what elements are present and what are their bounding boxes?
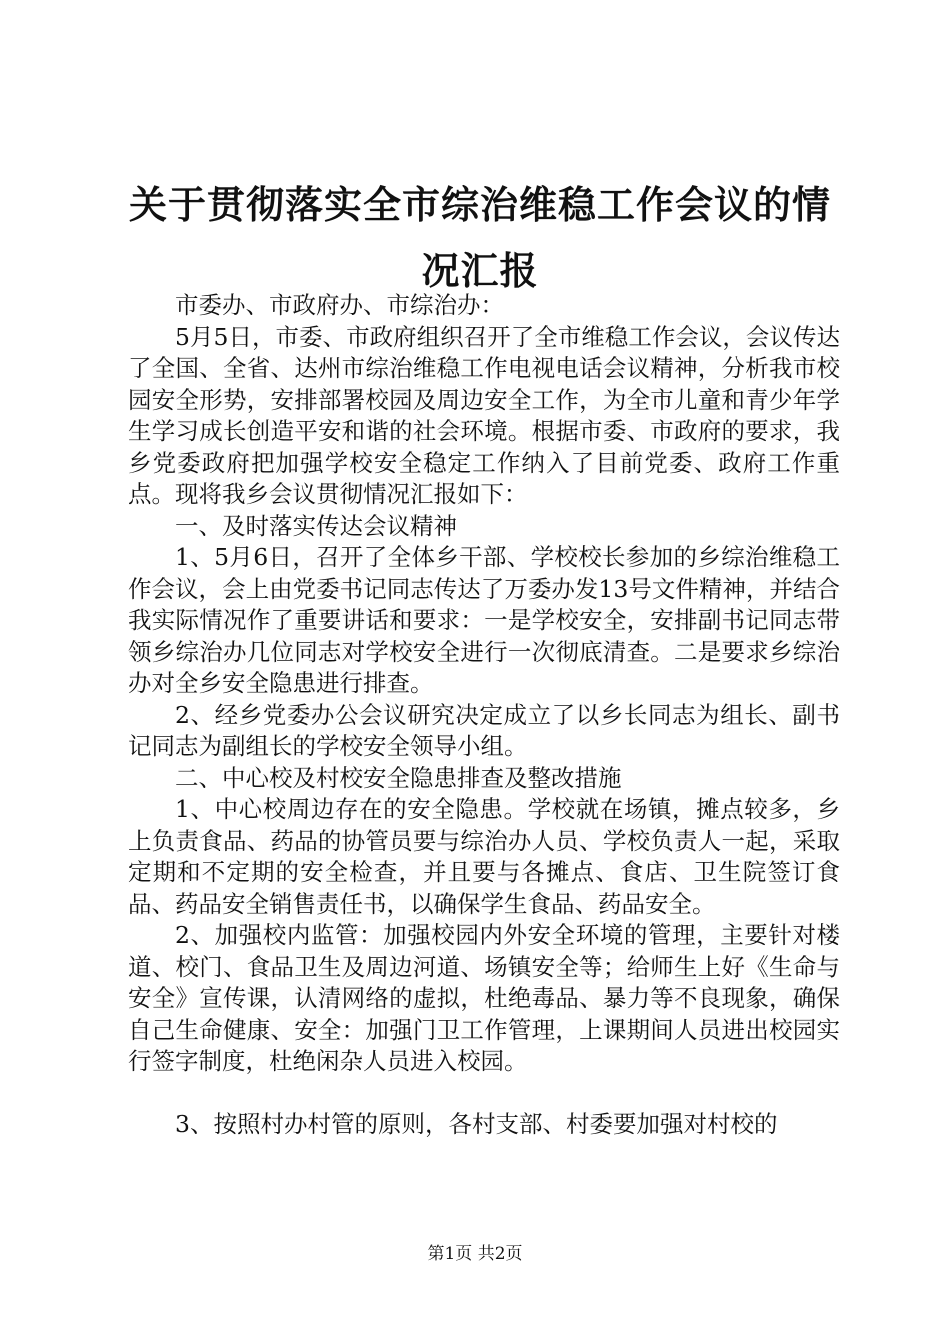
section-heading-1: 一、及时落实传达会议精神 — [175, 511, 457, 540]
section-heading-2: 二、中心校及村校安全隐患排查及整改措施 — [175, 763, 622, 792]
salutation: 市委办、市政府办、市综治办： — [175, 291, 504, 319]
paragraph-1-2: 2、经乡党委办公会议研究决定成立了以乡长同志为组长、副书记同志为副组长的学校安全领导小组。 — [128, 700, 840, 760]
document-body — [128, 290, 840, 1140]
paragraph-2-2: 2、加强校内监管：加强校园内外安全环境的管理，主要针对楼道、校门、食品卫生及周边河道、场镇安全等；给师生上好《生命与安全》宣传课，认清网络的虚拟，杜绝毒品、暴力等不良现象，确保自己生命健康、安全：加强门卫工作管理，上课期间人员进出校园实行签字制度，杜绝闲杂人员进入校园。 — [128, 921, 840, 1075]
page-footer: 第1页 共2页 — [427, 1244, 523, 1264]
document-title: 关于贯彻落实全市综治维稳工作会议的情况汇报 — [128, 182, 831, 293]
paragraph-intro: 5月5日，市委、市政府组织召开了全市维稳工作会议，会议传达了全国、全省、达州市综治维稳工作电视电话会议精神，分析我市校园安全形势，安排部署校园及周边安全工作，为全市儿童和青少年学生学习成长创造平安和谐的社会环境。根据市委、市政府的要求，我乡党委政府把加强学校安全稳定工作纳入了目前党委、政府工作重点。现将我乡会议贯彻情况汇报如下： — [128, 322, 840, 508]
paragraph-2-3: 3、按照村办村管的原则，各村支部、村委要加强对村校的 — [175, 1109, 778, 1138]
paragraph-2-1: 1、中心校周边存在的安全隐患。学校就在场镇，摊点较多，乡上负责食品、药品的协管员要与综治办人员、学校负责人一起，采取定期和不定期的安全检查，并且要与各摊点、食店、卫生院签订食品、药品安全销售责任书，以确保学生食品、药品安全。 — [128, 795, 840, 918]
paragraph-1-1: 1、5月6日，召开了全体乡干部、学校校长参加的乡综治维稳工作会议，会上由党委书记同志传达了万委办发13号文件精神，并结合我实际情况作了重要讲话和要求：一是学校安全，安排副书记同志带领乡综治办几位同志对学校安全进行一次彻底清查。二是要求乡综治办对全乡安全隐患进行排查。 — [128, 543, 840, 697]
